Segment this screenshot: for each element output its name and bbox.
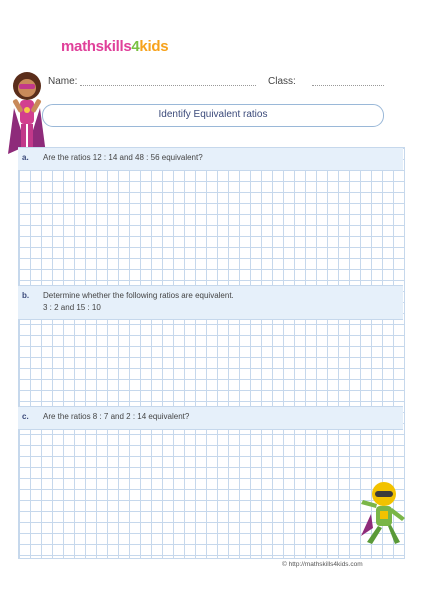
question-text: Are the ratios 8 : 7 and 2 : 14 equivalent? [43,412,190,421]
logo-text-part3: kids [139,38,169,55]
grid-paper [18,147,405,559]
question-text-line2: 3 : 2 and 15 : 10 [43,303,101,312]
site-logo [61,38,168,55]
question-c [18,406,403,430]
question-letter: a. [22,153,29,162]
logo-text-part2: 4 [131,38,140,55]
worksheet-title: Identify Equivalent ratios [158,109,268,120]
question-a [18,147,403,171]
question-letter: b. [22,291,30,300]
question-letter: c. [22,412,29,421]
logo-text-part1: mathskills [61,38,132,55]
question-text: Are the ratios 12 : 14 and 48 : 56 equivalent? [43,153,203,162]
question-b [18,285,403,320]
question-text-line1: Determine whether the following ratios are equivalent. [43,291,234,300]
footer-copyright: © http://mathskills4kids.com [282,561,363,568]
worksheet-title-box [42,104,384,127]
class-label: Class: [268,76,296,87]
class-field[interactable] [312,85,384,86]
name-label: Name: [48,76,78,87]
name-field[interactable] [80,85,256,86]
superhero-boy-icon [357,480,407,550]
question-text [43,290,234,314]
